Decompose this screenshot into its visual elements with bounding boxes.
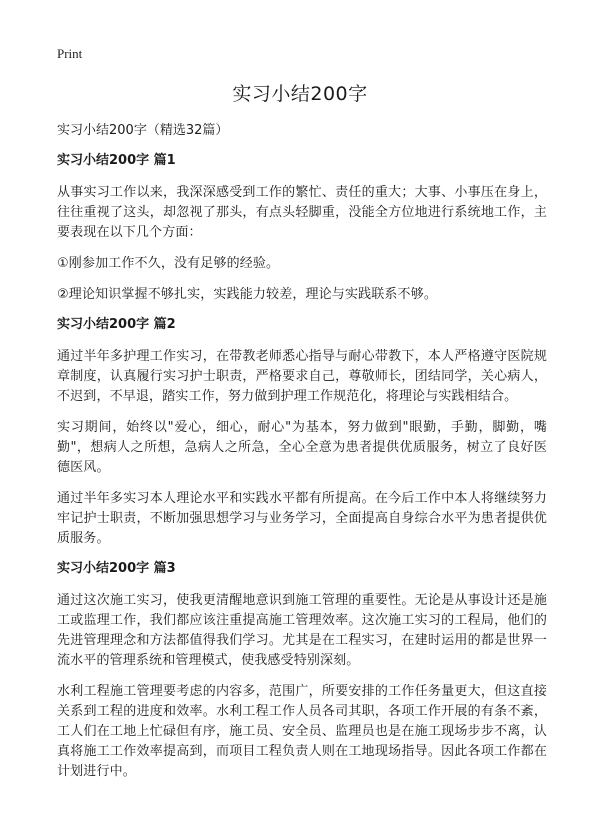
paragraph: ②理论知识掌握不够扎实，实践能力较差，理论与实践联系不够。	[57, 287, 438, 302]
paragraph: 从事实习工作以来，我深深感受到工作的繁忙、责任的重大；大事、小事压在身上，往往重视了这头，却忽视了那头，有点头轻脚重，没能全方位地进行系统地工作，主要表现在以下几个方面：	[57, 185, 547, 240]
document-content	[57, 122, 547, 793]
document-subtitle: 实习小结200字（精选32篇）	[57, 123, 229, 138]
print-link[interactable]: Print	[57, 46, 83, 61]
section-3	[57, 560, 547, 782]
section-heading: 实习小结200字 篇1	[57, 153, 176, 168]
paragraph: 实习期间，始终以"爱心，细心，耐心"为基本，努力做到"眼勤，手勤，脚勤，嘴勤"，想病人之所想，急病人之所急，全心全意为患者提供优质服务，树立了良好医德医风。	[57, 420, 547, 475]
paragraph: 通过半年多护理工作实习，在带教老师悉心指导与耐心带教下，本人严格遵守医院规章制度，认真履行实习护士职责，严格要求自己，尊敬师长，团结同学，关心病人，不迟到，不早退，踏实工作，努力做到护理工作规范化，将理论与实践相结合。	[57, 349, 547, 404]
paragraph: 水利工程施工管理要考虑的内容多，范围广，所要安排的工作任务量更大，但这直接关系到工程的进度和效率。水利工程工作人员各司其职，各项工作开展的有条不紊，工人们在工地上忙碌但有序，施工员、安全员、监理员也是在施工现场步步不离，认真将施工工作效率提高到，而项目工程负责人则在工地现场指导。因此各项工作都在计划进行中。	[57, 684, 547, 779]
paragraph: 通过半年多实习本人理论水平和实践水平都有所提高。在今后工作中本人将继续努力牢记护士职责，不断加强思想学习与业务学习，全面提高自身综合水平为患者提供优质服务。	[57, 491, 547, 546]
section-1	[57, 152, 547, 305]
paragraph: 通过这次施工实习，使我更清醒地意识到施工管理的重要性。无论是从事设计还是施工或监理工作，我们都应该注重提高施工管理效率。这次施工实习的工程局，他们的先进管理理念和方法都值得我们学习。尤其是在工程实习，在建时运用的都是世界一流水平的管理系统和管理模式，使我感受特别深刻。	[57, 593, 547, 668]
section-heading: 实习小结200字 篇2	[57, 317, 176, 332]
section-heading: 实习小结200字 篇3	[57, 561, 176, 576]
section-2	[57, 316, 547, 549]
paragraph: ①刚参加工作不久，没有足够的经验。	[57, 256, 280, 271]
page-title: 实习小结200字	[232, 83, 368, 105]
